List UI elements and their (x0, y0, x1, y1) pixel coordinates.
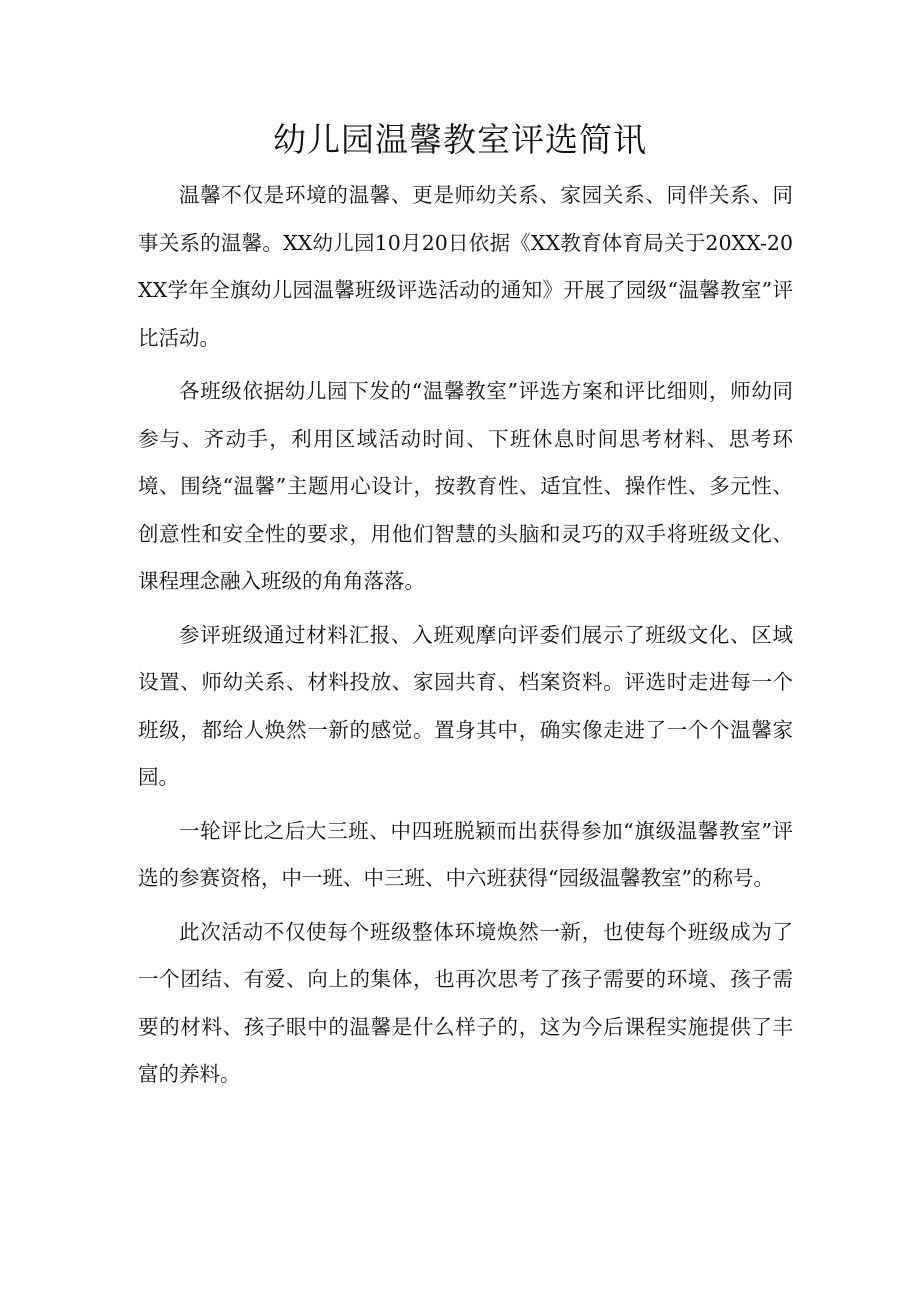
document-title: 幼儿园温馨教室评选简讯 (273, 120, 647, 159)
paragraph-5: 此次活动不仅使每个班级整体环境焕然一新，也使每个班级成为了一个团结、有爱、向上的集体，也再次思考了孩子需要的环境、孩子需要的材料、孩子眼中的温馨是什么样子的，这为今后课程实施提供了丰富的养料。 (138, 919, 793, 1086)
paragraph-3: 参评班级通过材料汇报、入班观摩向评委们展示了班级文化、区域设置、师幼关系、材料投放、家园共育、档案资料。评选时走进每一个班级，都给人焕然一新的感觉。置身其中，确实像走进了一个个温馨家园。 (138, 622, 793, 789)
paragraph-4: 一轮评比之后大三班、中四班脱颖而出获得参加“旗级温馨教室”评选的参赛资格，中一班、中三班、中六班获得“园级温馨教室”的称号。 (138, 818, 793, 890)
paragraph-2: 各班级依据幼儿园下发的“温馨教室”评选方案和评比细则，师幼同参与、齐动手，利用区域活动时间、下班休息时间思考材料、思考环境、围绕“温馨”主题用心设计，按教育性、适宜性、操作性、多元性、创意性和安全性的要求，用他们智慧的头脑和灵巧的双手将班级文化、课程理念融入班级的角角落落。 (138, 379, 793, 593)
document-body (138, 172, 793, 1105)
paragraph-1: 温馨不仅是环境的温馨、更是师幼关系、家园关系、同伴关系、同事关系的温馨。XX幼儿园10月20日依据《XX教育体育局关于20XX-20XX学年全旗幼儿园温馨班级评选活动的通知》开展了园级“温馨教室”评比活动。 (138, 183, 793, 350)
